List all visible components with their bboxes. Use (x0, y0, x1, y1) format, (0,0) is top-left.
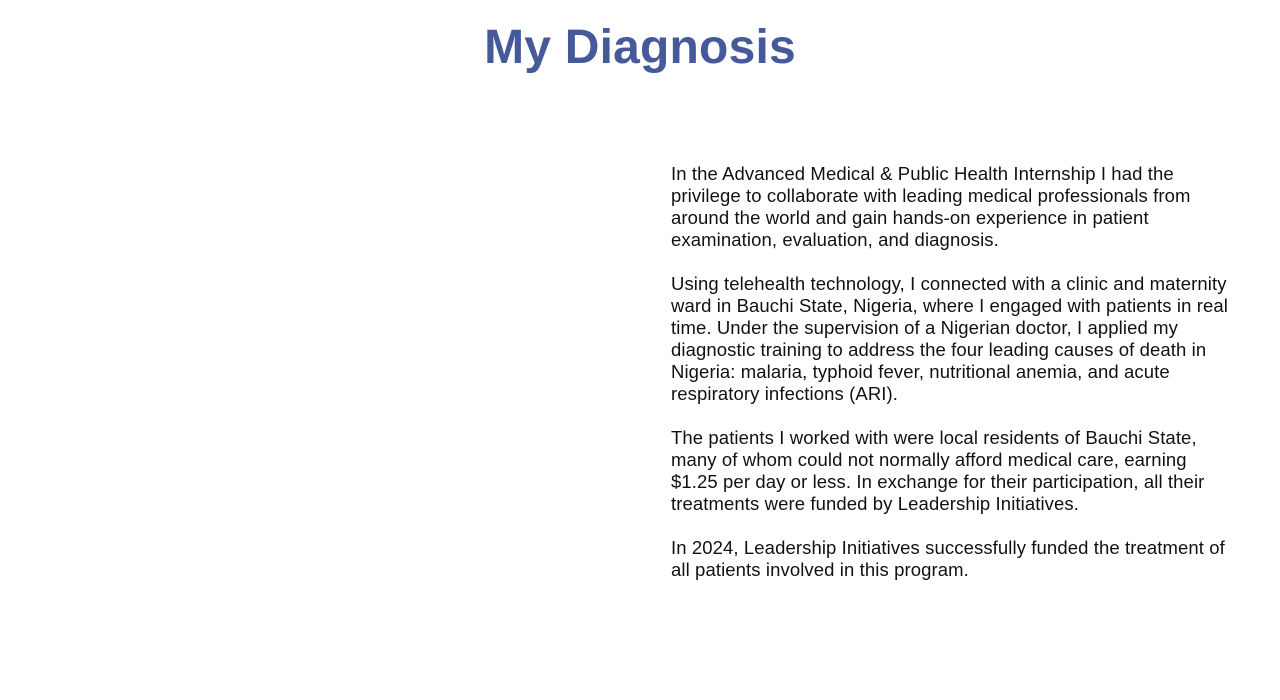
paragraph-funding: In 2024, Leadership Initiatives successfully funded the treatment of all patients involved in this program. (671, 537, 1225, 580)
image-placeholder (40, 140, 620, 640)
page-title: My Diagnosis (484, 21, 796, 74)
paragraph-patients: The patients I worked with were local residents of Bauchi State, many of whom could not normally afford medical care, earning $1.25 per day or less. In exchange for their participation, all their treatments were funded by Leadership Initiatives. (671, 427, 1205, 514)
content-section (671, 163, 1231, 603)
paragraph-internship: In the Advanced Medical & Public Health Internship I had the privilege to collaborate with leading medical professionals from around the world and gain hands-on experience in patient examination, evaluation, and diagnosis. (671, 163, 1191, 250)
paragraph-telehealth: Using telehealth technology, I connected with a clinic and maternity ward in Bauchi State, Nigeria, where I engaged with patients in real time. Under the supervision of a Nigerian doctor, I applied my diagnostic training to address the four leading causes of death in Nigeria: malaria, typhoid fever, nutritional anemia, and acute respiratory infections (ARI). (671, 273, 1228, 404)
